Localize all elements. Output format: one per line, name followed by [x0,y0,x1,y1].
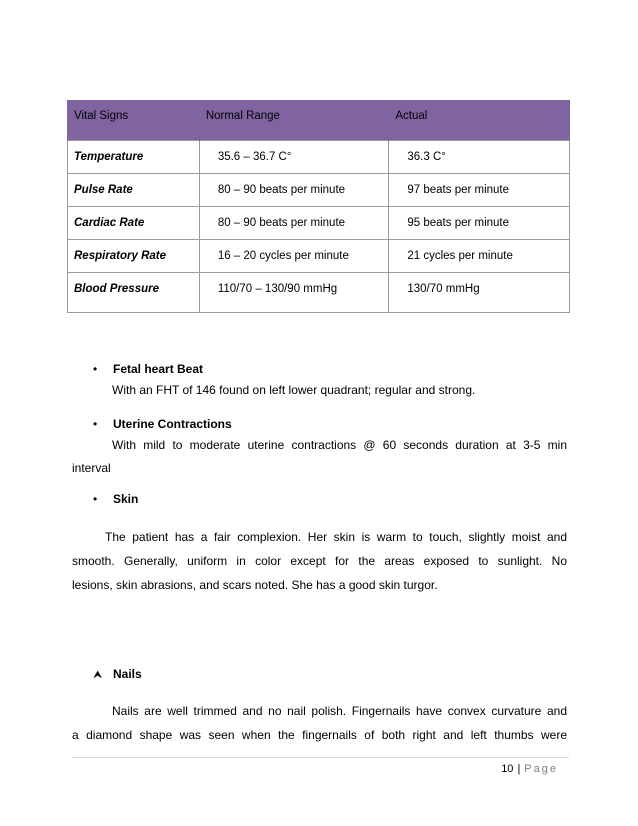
vital-signs-table [67,100,570,313]
bullet-dot-icon: • [93,492,98,506]
bullet-dot-icon: • [93,417,98,431]
uterine-text-line1: With mild to moderate uterine contractions @ 60 seconds duration at 3-5 min [112,438,567,452]
row-normal: 35.6 – 36.7 C° [199,140,389,173]
row-label: Respiratory Rate [68,239,200,272]
arrowhead-bullet-icon: ⮝ [93,669,103,681]
header-normal-range: Normal Range [199,100,389,140]
row-label: Pulse Rate [68,173,200,206]
uterine-text-line2: interval [72,461,111,475]
row-actual: 36.3 C° [389,140,570,173]
skin-text-line3: lesions, skin abrasions, and scars noted. She has a good skin turgor. [72,578,438,592]
row-actual: 130/70 mmHg [389,272,570,312]
row-normal: 80 – 90 beats per minute [199,206,389,239]
bullet-uterine-contractions [93,417,232,431]
section-heading: Fetal heart Beat [113,362,204,376]
row-normal: 110/70 – 130/90 mmHg [199,272,389,312]
page-footer [501,763,558,775]
bullet-dot-icon: • [93,362,98,376]
row-actual: 21 cycles per minute [389,239,570,272]
table-row [68,173,570,206]
table-row [68,239,570,272]
section-heading: Skin [113,492,139,506]
bullet-skin [93,492,138,506]
table-row [68,140,570,173]
fetal-text: With an FHT of 146 found on left lower quadrant; regular and strong. [112,383,476,397]
row-label: Cardiac Rate [68,206,200,239]
row-normal: 80 – 90 beats per minute [199,173,389,206]
nails-text-line2: a diamond shape was seen when the fingernails of both right and left thumbs were [72,728,567,742]
row-label: Blood Pressure [68,272,200,312]
nails-text-line1: Nails are well trimmed and no nail polish. Fingernails have convex curvature and [112,704,567,718]
table-row [68,272,570,312]
header-actual: Actual [389,100,570,140]
row-actual: 95 beats per minute [389,206,570,239]
section-heading: Nails [113,667,142,681]
page-number: 10 [501,763,514,775]
skin-text-line1: The patient has a fair complexion. Her skin is warm to touch, slightly moist and [105,530,567,544]
footer-divider [72,757,569,758]
bullet-fetal-heart-beat [93,362,203,376]
row-actual: 97 beats per minute [389,173,570,206]
skin-text-line2: smooth. Generally, uniform in color except for the areas exposed to sunlight. No [72,554,567,568]
table-header-row [68,100,570,140]
footer-separator: | [517,763,521,775]
header-vital-signs: Vital Signs [68,100,200,140]
table-row [68,206,570,239]
page-label: Page [524,763,558,775]
bullet-nails [93,667,142,682]
row-normal: 16 – 20 cycles per minute [199,239,389,272]
row-label: Temperature [68,140,200,173]
section-heading: Uterine Contractions [113,417,232,431]
